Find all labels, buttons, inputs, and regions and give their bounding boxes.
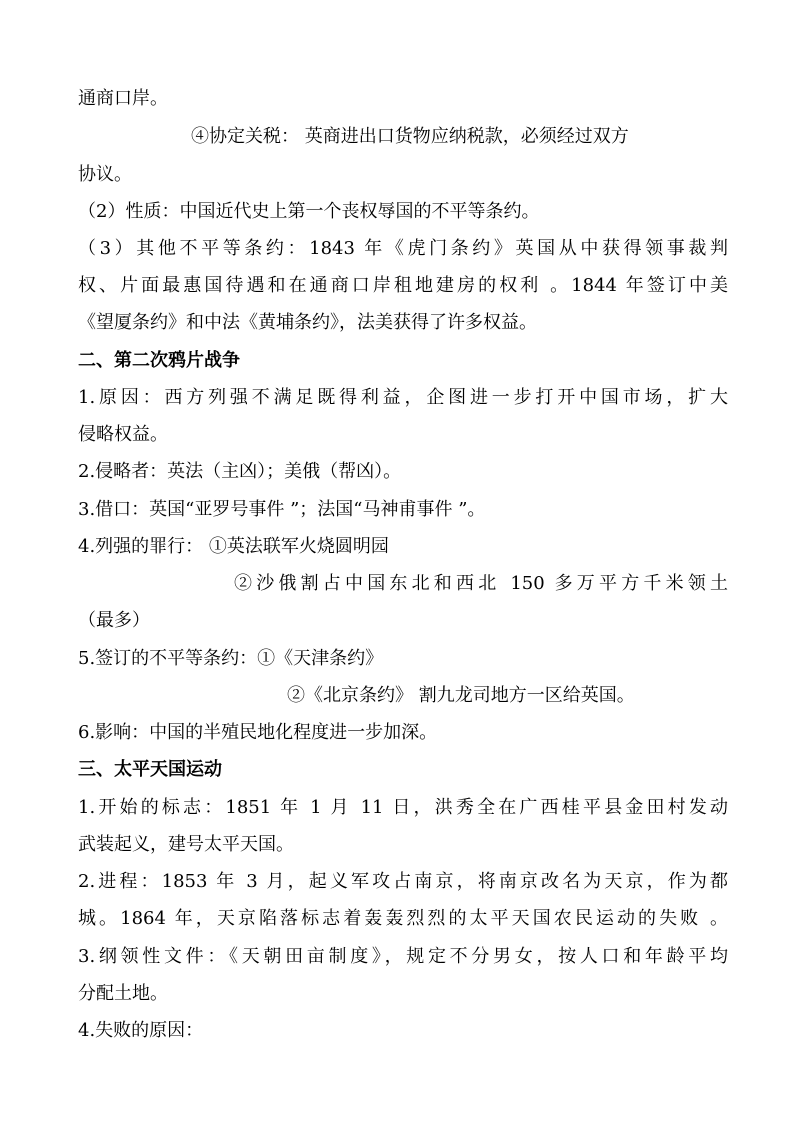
text-line: ②沙俄割占中国东北和西北 150 多万平方千米领土 — [234, 573, 728, 594]
text-line: 协议。 — [78, 164, 132, 185]
text-line: （3）其他不平等条约：1843 年《虎门条约》英国从中获得领事裁判 — [78, 238, 728, 259]
text-line: 5.签订的不平等条约：①《天津条约》 — [78, 648, 384, 669]
text-line: 3.借口：英国“亚罗号事件 ”；法国“马神甫事件 ”。 — [78, 499, 486, 520]
text-line: 城。1864 年，天京陷落标志着轰轰烈烈的太平天国农民运动的失败 。 — [78, 908, 728, 929]
text-line: ④协定关税： 英商进出口货物应纳税款，必须经过双方 — [191, 126, 629, 147]
text-line: ②《北京条约》 割九龙司地方一区给英国。 — [287, 685, 635, 706]
text-line: 2.进程：1853 年 3 月，起义军攻占南京，将南京改名为天京，作为都 — [78, 871, 728, 892]
text-line: 《望厦条约》和中法《黄埔条约》，法美获得了许多权益。 — [78, 312, 537, 333]
text-line: 4.失败的原因： — [78, 1020, 204, 1041]
text-line: 武装起义，建号太平天国。 — [78, 834, 294, 855]
text-line: 分配土地。 — [78, 983, 168, 1004]
text-line: 侵略权益。 — [78, 424, 168, 445]
text-line: 3.纲领性文件：《天朝田亩制度》，规定不分男女，按人口和年龄平均 — [78, 946, 728, 967]
section-heading: 二、第二次鸦片战争 — [78, 350, 240, 371]
text-line: 通商口岸。 — [78, 88, 168, 109]
section-heading: 三、太平天国运动 — [78, 759, 222, 780]
text-line: 6.影响：中国的半殖民地化程度进一步加深。 — [78, 722, 438, 743]
text-line: 2.侵略者：英法（主凶）；美俄（帮凶）。 — [78, 461, 402, 482]
text-line: 1.开始的标志：1851 年 1 月 11 日，洪秀全在广西桂平县金田村发动 — [78, 797, 728, 818]
text-line: （2）性质：中国近代史上第一个丧权辱国的不平等条约。 — [78, 201, 540, 222]
text-line: 1.原因：西方列强不满足既得利益，企图进一步打开中国市场，扩大 — [78, 387, 728, 408]
text-line: 权、片面最惠国待遇和在通商口岸租地建房的权利 。1844 年签订中美 — [78, 275, 728, 296]
text-line: （最多） — [78, 610, 150, 631]
text-line: 4.列强的罪行： ①英法联军火烧圆明园 — [78, 536, 389, 557]
